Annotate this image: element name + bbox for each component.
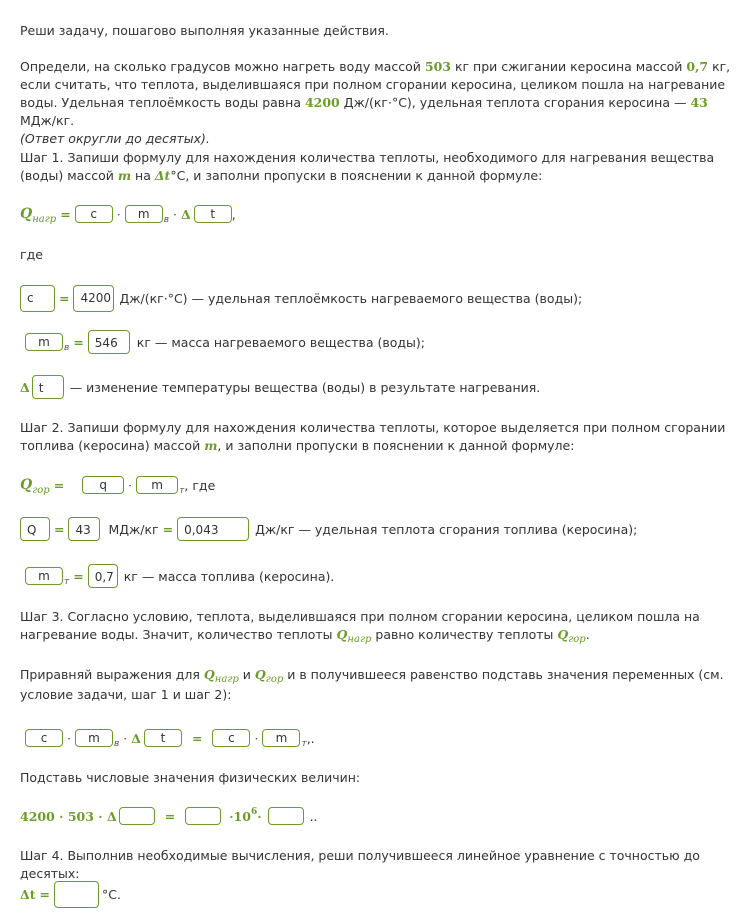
heat-capacity-value: 4200 — [304, 95, 340, 110]
where-label: где — [20, 247, 43, 262]
step1-formula: Q нагр = c · m в · Δ t , — [20, 206, 236, 225]
num-q-field[interactable] — [185, 807, 221, 825]
mt-value-field[interactable]: 0,7 — [88, 564, 118, 588]
eq-c-left-field[interactable]: c — [25, 729, 63, 747]
step1-row-dt: Δ t — изменение температуры вещества (воды) в результате нагревания. — [20, 374, 540, 400]
step2-text: Шаг 2. Запиши формулу для нахождения количества теплоты, которое выделяется при полном сгорании топлива (керосина) массой m, и заполни пропуски в пояснении к данной формуле: — [20, 420, 726, 453]
step1-c-field[interactable]: c — [75, 205, 113, 223]
numeric-equation: 4200 · 503 · Δ = ·10 $^6$ · .. — [20, 807, 318, 824]
m-symbol-field[interactable]: m — [25, 333, 63, 351]
step3-equation: c · m в · Δ t = c · m т ,. — [20, 725, 315, 751]
rounding-note: (Ответ округли до десятых). — [20, 131, 210, 146]
eq-c-right-field[interactable]: c — [212, 729, 250, 747]
q-value-j-field[interactable]: 0,043 — [177, 517, 249, 541]
step2-row-q: Q = 43 МДж/кг = 0,043 Дж/кг — удельная теплота сгорания топлива (керосина); — [20, 516, 637, 542]
step2-row-m: m т = 0,7 кг — масса топлива (керосина). — [20, 563, 334, 589]
step3-text: Шаг 3. Согласно условию, теплота, выделившаяся при полном сгорании керосина, целиком пошла на нагревание воды. Значит, количество теплоты $Q_{нагр}$ равно количеству теплоты $Q_{гор}$. — [20, 609, 700, 645]
step3-instruction: Приравняй выражения для $Q_{нагр}$ и $Q_{гор}$ и в получившееся равенство подставь значения переменных (см. условие задачи, шаг 1 и шаг 2): — [20, 667, 724, 702]
dt-symbol-field[interactable]: t — [32, 375, 64, 399]
num-m-field[interactable] — [268, 807, 304, 825]
intro-text: Реши задачу, пошагово выполняя указанные действия. — [20, 23, 389, 38]
eq-m-right-field[interactable]: m — [262, 729, 300, 747]
q-value-mj-field[interactable]: 43 — [68, 517, 100, 541]
step1-row-c: c = 4200 Дж/(кг·°С) — удельная теплоёмкость нагреваемого вещества (воды); — [20, 284, 582, 312]
step2-q-field[interactable]: q — [82, 476, 124, 494]
step4-answer: Δt = °С. — [20, 880, 121, 908]
c-symbol-field[interactable]: c — [20, 285, 55, 312]
kerosene-mass-value: 0,7 — [686, 59, 709, 74]
numeric-label: Подставь числовые значения физических величин: — [20, 770, 361, 785]
answer-dt-field[interactable] — [54, 881, 99, 908]
c-value-field[interactable]: 4200 — [73, 285, 114, 312]
step2-m-field[interactable]: m — [136, 476, 178, 494]
eq-t-field[interactable]: t — [144, 729, 182, 747]
step1-m-field[interactable]: m — [125, 205, 163, 223]
step1-row-m: m в = 546 кг — масса нагреваемого вещества (воды); — [20, 329, 425, 355]
problem-statement: Определи, на сколько градусов можно нагреть воду массой 503 кг при сжигании керосина массой 0,7 кг, если считать, что теплота, выделившаяся при полном сгорании керосина, целиком пошла на нагревание воды. Удельная теплоёмкость воды равна 4200 Дж/(кг·°С), удельная теплота сгорания керосина — 43 МДж/кг. (Ответ округли до десятых). — [20, 59, 731, 146]
num-dt-field[interactable] — [119, 807, 155, 825]
combustion-heat-value: 43 — [690, 95, 708, 110]
step1-text: Шаг 1. Запиши формулу для нахождения количества теплоты, необходимого для нагревания вещества (воды) массой m на Δt°С, и заполни пропуски в пояснении к данной формуле: — [20, 150, 715, 183]
mt-symbol-field[interactable]: m — [25, 567, 63, 585]
step4-text: Шаг 4. Выполнив необходимые вычисления, реши получившееся линейное уравнение с точностью до десятых: — [20, 848, 700, 881]
step2-formula: Q гор = q · m т , где — [20, 477, 216, 496]
water-mass-value: 503 — [424, 59, 451, 74]
step1-t-field[interactable]: t — [194, 205, 232, 223]
m-value-field[interactable]: 546 — [88, 330, 130, 354]
eq-m-left-field[interactable]: m — [75, 729, 113, 747]
q-symbol-field[interactable]: Q — [20, 517, 50, 541]
